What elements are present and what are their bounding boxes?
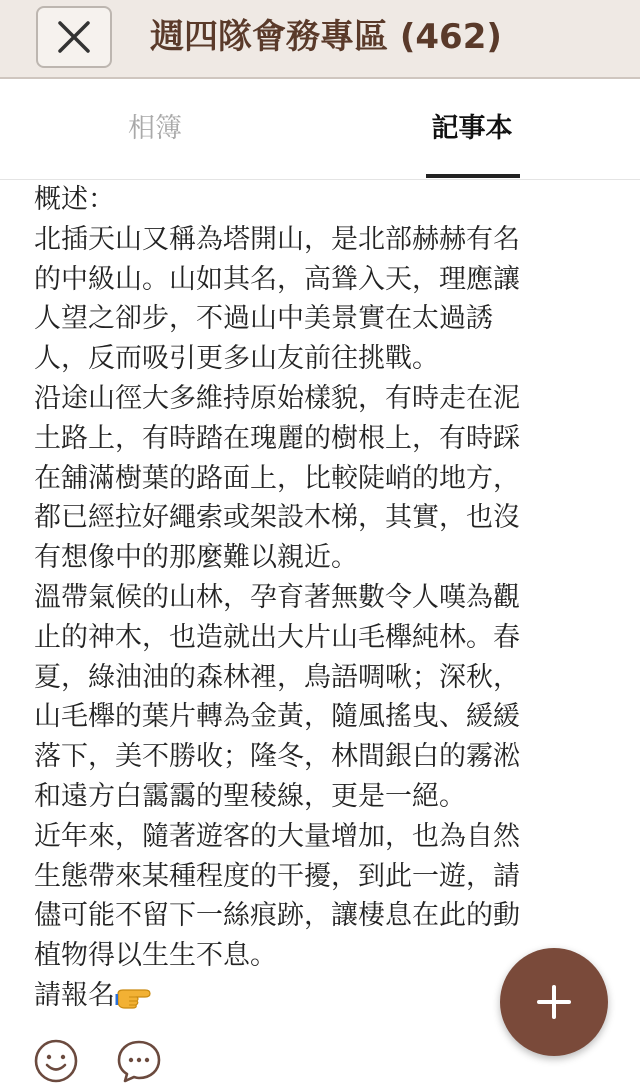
note-line: 山毛櫸的葉片轉為金黃，隨風搖曳、緩緩: [34, 701, 520, 733]
note-line: 有想像中的那麼難以親近。: [34, 542, 358, 574]
note-line: 北插天山又稱為塔開山，是北部赫赫有名: [34, 223, 520, 255]
note-line: 概述：: [34, 184, 115, 215]
close-icon: [54, 17, 94, 57]
comment-icon[interactable]: [116, 1038, 162, 1084]
note-line: 請報名: [34, 979, 115, 1011]
header-bar: [0, 0, 640, 79]
note-line: 止的神木，也造就出大片山毛櫸純林。春: [34, 621, 520, 653]
note-line: 儘可能不留下一絲痕跡，讓棲息在此的動: [34, 900, 520, 932]
pointing-hand-icon: [115, 982, 155, 1010]
note-line: 和遠方白靄靄的聖稜線，更是一絕。: [34, 780, 466, 812]
note-content: [34, 180, 594, 1016]
note-line: 都已經拉好繩索或架設木梯，其實，也沒: [34, 502, 520, 534]
note-line: 生態帶來某種程度的干擾，到此一遊，請: [34, 860, 520, 892]
note-line: 的中級山。山如其名，高聳入天，理應讓: [34, 263, 520, 295]
active-tab-indicator: [426, 174, 520, 178]
add-button[interactable]: [500, 948, 608, 1056]
tab-album[interactable]: 相簿: [128, 113, 182, 144]
plus-icon: [534, 982, 574, 1022]
note-line: 人，反而吸引更多山友前往挑戰。: [34, 343, 439, 375]
note-line: 夏，綠油油的森林裡，鳥語啁啾；深秋，: [34, 661, 520, 693]
close-button[interactable]: [36, 6, 112, 68]
note-line: 近年來，隨著遊客的大量增加，也為自然: [34, 820, 520, 852]
tab-notes[interactable]: 記事本: [431, 113, 513, 144]
note-line: 土路上，有時踏在瑰麗的樹根上，有時踩: [34, 422, 520, 454]
note-line: 溫帶氣候的山林，孕育著無數令人嘆為觀: [34, 581, 520, 613]
tab-bar: [0, 79, 640, 180]
note-line: 在舖滿樹葉的路面上，比較陡峭的地方，: [34, 462, 520, 494]
note-line: 落下，美不勝收；隆冬，林間銀白的霧淞: [34, 741, 520, 773]
page-title: 週四隊會務專區 (462): [150, 17, 502, 57]
note-line: 植物得以生生不息。: [34, 940, 277, 972]
note-line: 人望之卻步，不過山中美景實在太過誘: [34, 303, 493, 335]
note-line: 沿途山徑大多維持原始樣貌，有時走在泥: [34, 382, 520, 414]
smile-icon[interactable]: [33, 1038, 79, 1084]
